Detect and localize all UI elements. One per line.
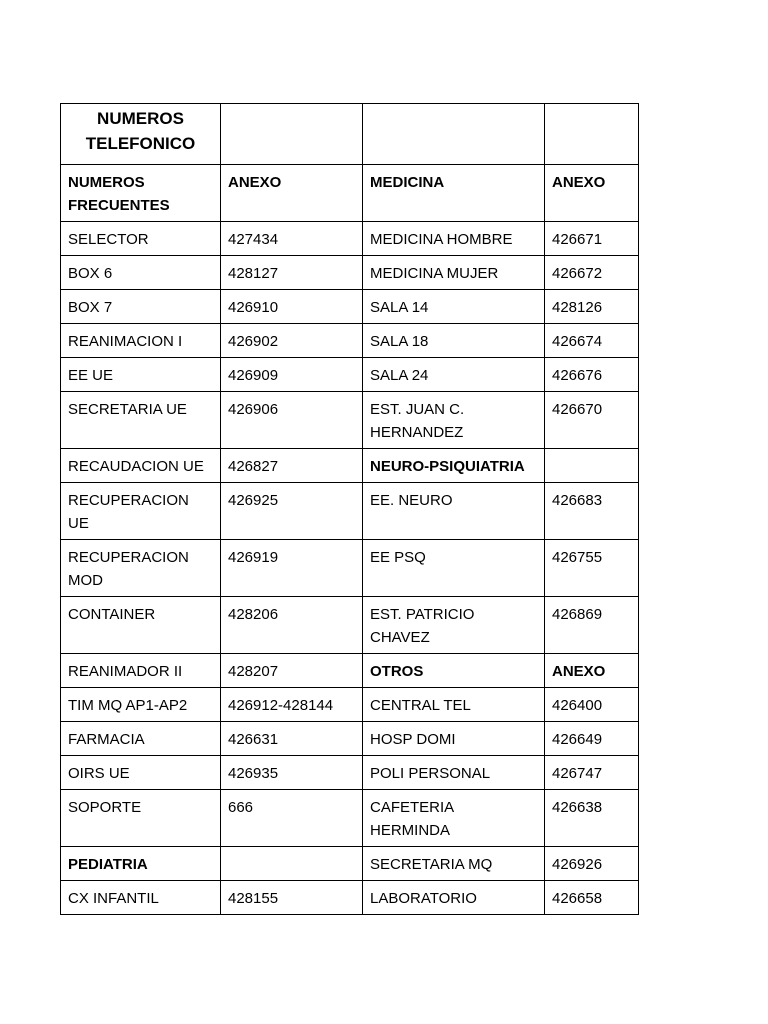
phone-directory-body bbox=[61, 104, 639, 915]
table-cell: FARMACIA bbox=[61, 722, 221, 756]
table-cell: ANEXO bbox=[545, 654, 639, 688]
table-cell: REANIMACION I bbox=[61, 324, 221, 358]
table-cell: OIRS UE bbox=[61, 756, 221, 790]
table-cell: LABORATORIO bbox=[363, 881, 545, 915]
table-cell: 426910 bbox=[221, 290, 363, 324]
table-row bbox=[61, 324, 639, 358]
table-cell: 426649 bbox=[545, 722, 639, 756]
table-row bbox=[61, 358, 639, 392]
table-row bbox=[61, 392, 639, 449]
table-row bbox=[61, 688, 639, 722]
table-cell: OTROS bbox=[363, 654, 545, 688]
table-cell: 426926 bbox=[545, 847, 639, 881]
table-cell: 426683 bbox=[545, 483, 639, 540]
table-row bbox=[61, 540, 639, 597]
table-cell: MEDICINA HOMBRE bbox=[363, 222, 545, 256]
table-cell: CX INFANTIL bbox=[61, 881, 221, 915]
table-cell: ANEXO bbox=[545, 165, 639, 222]
phone-directory-table bbox=[60, 103, 639, 915]
table-row bbox=[61, 722, 639, 756]
table-row bbox=[61, 256, 639, 290]
table-cell: PEDIATRIA bbox=[61, 847, 221, 881]
table-cell: 426919 bbox=[221, 540, 363, 597]
table-cell: 426670 bbox=[545, 392, 639, 449]
table-cell: SALA 18 bbox=[363, 324, 545, 358]
table-cell: ANEXO bbox=[221, 165, 363, 222]
table-row bbox=[61, 654, 639, 688]
table-row bbox=[61, 790, 639, 847]
table-cell: 426674 bbox=[545, 324, 639, 358]
title-row bbox=[61, 104, 639, 165]
table-row bbox=[61, 483, 639, 540]
table-cell bbox=[221, 104, 363, 165]
table-cell: RECUPERACION UE bbox=[61, 483, 221, 540]
table-row bbox=[61, 881, 639, 915]
table-cell: 426631 bbox=[221, 722, 363, 756]
table-cell: 427434 bbox=[221, 222, 363, 256]
table-title: NUMEROS TELEFONICO bbox=[61, 104, 221, 165]
table-cell: 426672 bbox=[545, 256, 639, 290]
table-cell: 426925 bbox=[221, 483, 363, 540]
table-cell: MEDICINA bbox=[363, 165, 545, 222]
table-cell: SECRETARIA MQ bbox=[363, 847, 545, 881]
table-row bbox=[61, 597, 639, 654]
table-cell: SALA 24 bbox=[363, 358, 545, 392]
table-cell bbox=[545, 449, 639, 483]
table-cell: EST. JUAN C. HERNANDEZ bbox=[363, 392, 545, 449]
table-row bbox=[61, 222, 639, 256]
table-cell: RECUPERACION MOD bbox=[61, 540, 221, 597]
table-cell: EST. PATRICIO CHAVEZ bbox=[363, 597, 545, 654]
table-cell: 426909 bbox=[221, 358, 363, 392]
table-cell: 428127 bbox=[221, 256, 363, 290]
table-cell: 426671 bbox=[545, 222, 639, 256]
table-cell: 426676 bbox=[545, 358, 639, 392]
table-cell: BOX 7 bbox=[61, 290, 221, 324]
table-cell: POLI PERSONAL bbox=[363, 756, 545, 790]
table-cell: SELECTOR bbox=[61, 222, 221, 256]
table-cell: HOSP DOMI bbox=[363, 722, 545, 756]
table-cell: 426638 bbox=[545, 790, 639, 847]
table-cell: 426747 bbox=[545, 756, 639, 790]
table-cell: 426400 bbox=[545, 688, 639, 722]
table-cell: 426658 bbox=[545, 881, 639, 915]
table-row bbox=[61, 847, 639, 881]
table-cell: 426827 bbox=[221, 449, 363, 483]
table-cell: TIM MQ AP1-AP2 bbox=[61, 688, 221, 722]
table-cell: 428206 bbox=[221, 597, 363, 654]
table-cell bbox=[363, 104, 545, 165]
table-cell: SECRETARIA UE bbox=[61, 392, 221, 449]
table-cell: 426906 bbox=[221, 392, 363, 449]
table-cell: EE UE bbox=[61, 358, 221, 392]
table-cell: 428155 bbox=[221, 881, 363, 915]
table-row bbox=[61, 165, 639, 222]
table-cell: RECAUDACION UE bbox=[61, 449, 221, 483]
table-cell: 426902 bbox=[221, 324, 363, 358]
table-cell: NUMEROS FRECUENTES bbox=[61, 165, 221, 222]
table-row bbox=[61, 756, 639, 790]
table-cell: SOPORTE bbox=[61, 790, 221, 847]
table-cell: CONTAINER bbox=[61, 597, 221, 654]
table-cell: EE. NEURO bbox=[363, 483, 545, 540]
table-cell: MEDICINA MUJER bbox=[363, 256, 545, 290]
table-cell: REANIMADOR II bbox=[61, 654, 221, 688]
table-cell: CENTRAL TEL bbox=[363, 688, 545, 722]
table-cell: 426912-428144 bbox=[221, 688, 363, 722]
table-cell bbox=[545, 104, 639, 165]
table-cell: 426755 bbox=[545, 540, 639, 597]
table-cell: BOX 6 bbox=[61, 256, 221, 290]
table-cell bbox=[221, 847, 363, 881]
table-row bbox=[61, 290, 639, 324]
table-cell: 666 bbox=[221, 790, 363, 847]
table-cell: 428207 bbox=[221, 654, 363, 688]
table-cell: 426869 bbox=[545, 597, 639, 654]
table-cell: 428126 bbox=[545, 290, 639, 324]
table-cell: CAFETERIA HERMINDA bbox=[363, 790, 545, 847]
table-cell: NEURO-PSIQUIATRIA bbox=[363, 449, 545, 483]
table-cell: 426935 bbox=[221, 756, 363, 790]
table-row bbox=[61, 449, 639, 483]
table-cell: SALA 14 bbox=[363, 290, 545, 324]
table-cell: EE PSQ bbox=[363, 540, 545, 597]
